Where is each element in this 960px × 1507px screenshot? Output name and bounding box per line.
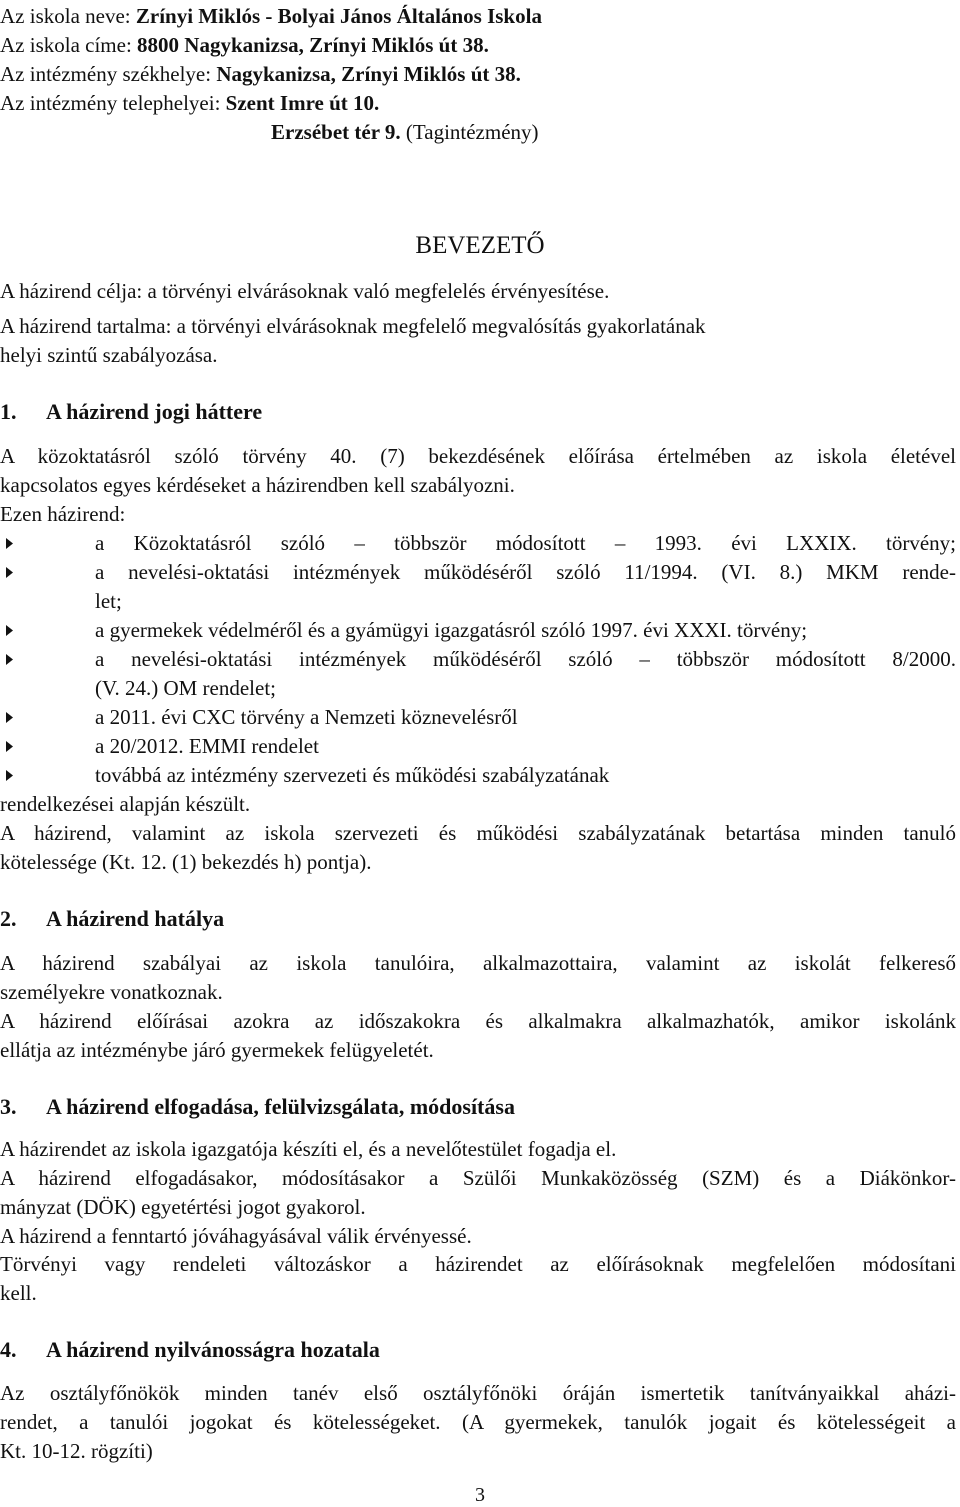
section-3-title: A házirend elfogadása, felülvizsgálata, módosítása: [46, 1094, 515, 1119]
school-name-line: Az iskola neve: Zrínyi Miklós - Bolyai János Általános Iskola: [0, 4, 542, 28]
section-3-line-4: A házirend a fenntartó jóváhagyásával válik érvényessé.: [0, 1224, 472, 1248]
institution-seat-line: Az intézmény székhelye: Nagykanizsa, Zrínyi Miklós út 38.: [0, 62, 521, 86]
section-4-line-1: Az osztályfőnökök minden tanév első osztályfőnöki óráján ismertetik tanítványaikkal aházi-: [0, 1381, 956, 1405]
triangle-bullet-icon: [4, 761, 16, 790]
section-4-title: A házirend nyilvánosságra hozatala: [46, 1337, 380, 1362]
section-3-number: 3.: [0, 1094, 17, 1119]
section-2-heading: [0, 904, 956, 933]
school-name: Zrínyi Miklós - Bolyai János Általános Iskola: [135, 4, 542, 28]
section-3-line-6: kell.: [0, 1281, 37, 1305]
intro-line-1: A házirend célja: a törvényi elvárásoknak való megfelelés érvényesítése.: [0, 279, 610, 303]
section-2-line-1: A házirend szabályai az iskola tanulóira, alkalmazottaira, valamint az iskolát felkereső: [0, 951, 956, 975]
intro-line-2: A házirend tartalma: a törvényi elvárásoknak megfelelő megvalósítás gyakorlatának: [0, 314, 706, 338]
section-4-number: 4.: [0, 1337, 17, 1362]
section-2-line-4: ellátja az intézménybe járó gyermekek felügyeletét.: [0, 1038, 434, 1062]
institution-sites-line: Az intézmény telephelyei: Szent Imre út 10.: [0, 91, 380, 115]
section-3-line-5: Törvényi vagy rendeleti változáskor a házirendet az előírásoknak megfelelően módosítani: [0, 1252, 956, 1276]
section-4-line-2: rendet, a tanulói jogokat és kötelességeket. (A gyermekek, tanulók jogait és kötelességeit a: [0, 1410, 956, 1434]
school-address: 8800 Nagykanizsa, Zrínyi Miklós út 38.: [137, 33, 489, 57]
section-3-line-3: mányzat (DÖK) egyetértési jogot gyakorol.: [0, 1195, 366, 1219]
site-1: Szent Imre út 10.: [225, 91, 380, 115]
section-1-number: 1.: [0, 399, 17, 424]
triangle-bullet-icon: [4, 558, 16, 587]
section-1-after-line-3: kötelessége (Kt. 12. (1) bekezdés h) pontja).: [0, 850, 372, 874]
section-1-after-line-2: A házirend, valamint az iskola szervezeti és működési szabályzatának betartása minden tanuló: [0, 821, 956, 845]
section-3-heading: [0, 1092, 956, 1121]
section-1-heading: [0, 397, 956, 426]
section-2-line-3: A házirend előírásai azokra az időszakokra és alkalmakra alkalmazhatók, amikor iskolánk: [0, 1009, 956, 1033]
section-2-title: A házirend hatálya: [46, 906, 225, 931]
institution-seat: Nagykanizsa, Zrínyi Miklós út 38.: [216, 62, 521, 86]
section-2-line-2: személyekre vonatkoznak.: [0, 980, 223, 1004]
intro-title: BEVEZETŐ: [415, 232, 545, 259]
section-2-number: 2.: [0, 906, 17, 931]
document-page: Az iskola neve: Zrínyi Miklós - Bolyai János Általános Iskola Az iskola címe: 8800 Nagykanizsa, Zrínyi Miklós út 38. Az intézmény székhelye: Nagykanizsa, Zrínyi Miklós út 38. Az intézmény telephelyei: Szent Imre út 10. Erzsébet tér 9. (Tagintézmény) BEVEZETŐ A házirend célja: a törvényi elvárásoknak való megfelelés érvényesítése. A házirend tartalma: a törvényi elvárásoknak megfelelő megvalósítás gyakorlatának helyi szintű szabályozása. 1. A házirend jogi háttere A közoktatásról szóló törvény 40. (7) bekezdésének előírása értelmében az iskola életével kapcsolatos egyes kérdéseket a házirendben kell szabályozni. Ezen házirend: a Közoktatásról szóló – többször módosított – 1993. évi LXXIX. törvény; a nevelési-oktatási intézmények működéséről szóló 11/1994. (VI. 8.) MKM rende- let; a gyermekek védelméről és a gyámügyi igazgatásról szóló 1997. évi XXXI. törvény; a nevelési-oktatási intézmények működéséről szóló – többször módosított 8/2000. (V. 24.) OM rendelet; a 2011. évi CXC törvény a Nemzeti köznevelésről a 20/2012. EMMI rendelet továbbá az intézmény szervezeti és működési szabályzatának rendelkezései alapján készült. A házirend, valamint az iskola szervezeti és működési szabályzatának betartása minden tanuló kötelessége (Kt. 12. (1) bekezdés h) pontja). 2. A házirend hatálya A házirend szabályai az iskola tanulóira, alkalmazottaira, valamint az iskolát felkereső személyekre vonatkoznak. A házirend előírásai azokra az időszakokra és alkalmakra alkalmazhatók, amikor iskolánk ellátja az intézménybe járó gyermekek felügyeletét. 3. A házirend elfogadása, felülvizsgálata, módosítása A házirendet az iskola igazgatója készíti el, és a nevelőtestület fogadja el. A házirend elfogadásakor, módosításakor a Szülői Munkaközösség (SZM) és a Diákönkor- mányzat (DÖK) egyetértési jogot gyakorol. A házirend a fenntartó jóváhagyásával válik érvényessé. Törvényi vagy rendeleti változáskor a házirendet az előírásoknak megfelelően módosítani kell. 4. A házirend nyilvánosságra hozatala Az osztályfőnökök minden tanév első osztályfőnöki óráján ismertetik tanítványaikkal aházi- rendet, a tanulói jogokat és kötelességeket. (A gyermekek, tanulók jogait és kötelességeit a Kt. 10-12. rögzíti) 3: [0, 0, 960, 1507]
section-1-lead: Ezen házirend:: [0, 502, 126, 526]
page-number: 3: [475, 1484, 485, 1506]
site-2: Erzsébet tér 9.: [271, 120, 401, 144]
triangle-bullet-icon: [4, 645, 16, 674]
triangle-bullet-icon: [4, 703, 16, 732]
section-4-heading: [0, 1335, 956, 1364]
section-1-para-line-2: kapcsolatos egyes kérdéseket a házirendben kell szabályozni.: [0, 473, 515, 497]
school-address-line: Az iskola címe: 8800 Nagykanizsa, Zrínyi Miklós út 38.: [0, 33, 489, 57]
institution-site-2-line: [271, 118, 871, 147]
section-1-para-line-1: A közoktatásról szóló törvény 40. (7) bekezdésének előírása értelmében az iskola életével: [0, 444, 956, 468]
section-3-line-1: A házirendet az iskola igazgatója készíti el, és a nevelőtestület fogadja el.: [0, 1137, 617, 1161]
triangle-bullet-icon: [4, 616, 16, 645]
triangle-bullet-icon: [4, 529, 16, 558]
section-3-line-2: A házirend elfogadásakor, módosításakor a Szülői Munkaközösség (SZM) és a Diákönkor-: [0, 1166, 956, 1190]
triangle-bullet-icon: [4, 732, 16, 761]
intro-line-3: helyi szintű szabályozása.: [0, 343, 218, 367]
section-1-title: A házirend jogi háttere: [46, 399, 263, 424]
site-2-note: (Tagintézmény): [400, 120, 539, 144]
section-4-line-3: Kt. 10-12. rögzíti): [0, 1439, 153, 1463]
section-1-after-line-1: rendelkezései alapján készült.: [0, 792, 251, 816]
